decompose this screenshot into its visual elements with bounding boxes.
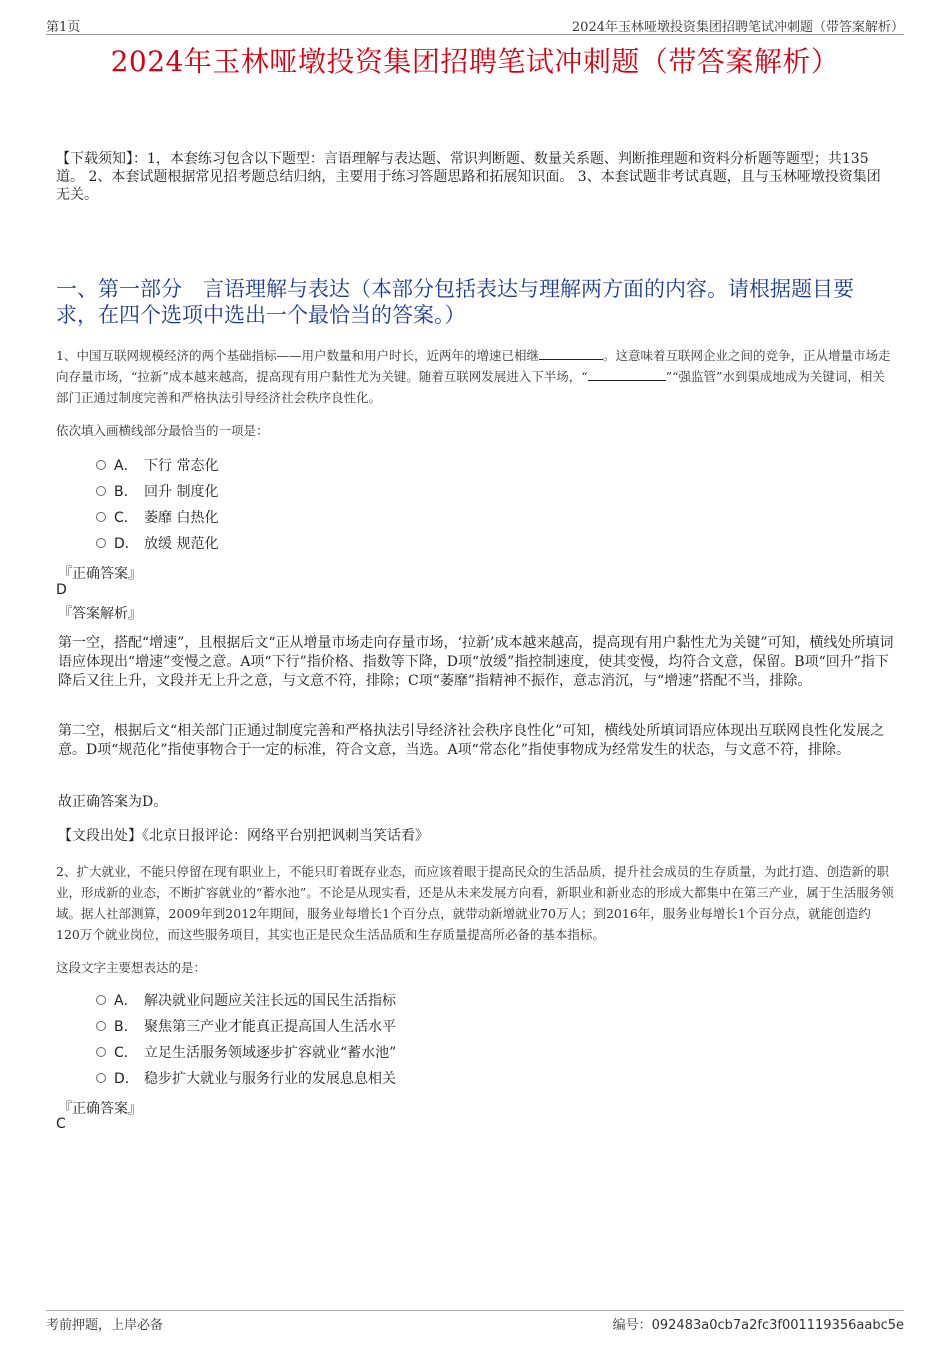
q2-option-a[interactable]: A． 解决就业问题应关注长远的国民生活指标 [96,991,396,1011]
question-1-text: 1、中国互联网规模经济的两个基础指标——用户数量和用户时长，近两年的增速已相继 。这意味着互联网企业之间的竞争，正从增量市场走向存量市场，“拉新”成本越来越高，提高现有用户黏性尤为关键。随着互联网发展进入下半场，“ ”“强监管”水到渠成地成为关键词，相关部门正通过制度完善和严格执法引导经济社会秩序良性化。 [56,348,891,405]
section-heading-1: 一、第一部分 言语理解与表达（本部分包括表达与理解两方面的内容。请根据题目要求，在四个选项中选出一个最恰当的答案。） [56,277,854,327]
q1-source: 【文段出处】《北京日报评论：网络平台别把讽刺当笑话看》 [58,828,429,844]
page-number: 第1页 [46,20,81,35]
q1-analysis-label: 『答案解析』 [58,606,142,622]
q1-option-a[interactable]: A． 下行 常态化 [96,456,218,476]
q1-option-d[interactable]: D． 放缓 规范化 [96,534,218,554]
radio-icon[interactable] [96,460,106,470]
q2-answer: C [56,1116,66,1132]
q1-analysis-paragraph-1: 第一空，搭配“增速”，且根据后文“正从增量市场走向存量市场，‘拉新’成本越来越高，提高现有用户黏性尤为关键”可知，横线处所填词语应体现出“增速”变慢之意。A项“下行”指价格、指数等下降，D项“放缓”指控制速度，使其变慢，均符合文意，保留。B项“回升”指下降后又往上升，文段并无上升之意，与文意不符，排除；C项“萎靡”指精神不振作，意志消沉，与“增速”搭配不当，排除。 [58,635,894,689]
question-2-text: 2、扩大就业，不能只停留在现有职业上，不能只盯着既存业态，而应该着眼于提高民众的生活品质，提升社会成员的生存质量，为此打造、创造新的职业，形成新的业态，不断扩容就业的“蓄水池”。不论是从现实看，还是从未来发展方向看，新职业和新业态的形成大都集中在第三产业，属于生活服务领域。据人社部测算，2009年到2012年期间，服务业每增长1个百分点，就带动新增就业70万人；到2016年，服务业每增长1个百分点，就能创造约120万个就业岗位，而这些服务项目，其实也正是民众生活品质和生存质量提高所必备的基本指标。 [56,864,894,942]
q1-option-c[interactable]: C． 萎靡 白热化 [96,508,218,528]
radio-icon[interactable] [96,995,106,1005]
footer-divider [46,1310,904,1311]
footer-slogan: 考前押题，上岸必备 [46,1318,164,1333]
q2-option-d[interactable]: D． 稳步扩大就业与服务行业的发展息息相关 [96,1069,396,1089]
q2-option-b[interactable]: B． 聚焦第三产业才能真正提高国人生活水平 [96,1017,396,1037]
header-doc-title: 2024年玉林哑墩投资集团招聘笔试冲刺题（带答案解析） [571,20,904,35]
blank-2 [588,368,666,381]
q2-option-c[interactable]: C． 立足生活服务领域逐步扩容就业“蓄水池” [96,1043,396,1063]
document-code: 092483a0cb7a2fc3f001119356aabc5e [651,1318,904,1333]
radio-icon[interactable] [96,538,106,548]
radio-icon[interactable] [96,512,106,522]
page-header [46,14,904,35]
page-title: 2024年玉林哑墩投资集团招聘笔试冲刺题（带答案解析） [110,45,840,78]
radio-icon[interactable] [96,486,106,496]
q1-conclusion: 故正确答案为D。 [58,794,168,810]
question-2-prompt: 这段文字主要想表达的是： [56,960,207,975]
q1-answer-label: 『正确答案』 [58,566,142,582]
q1-analysis-paragraph-2: 第二空，根据后文“相关部门正通过制度完善和严格执法引导经济社会秩序良性化”可知，横线处所填词语应体现出互联网良性化发展之意。D项“规范化”指使事物合于一定的标准，符合文意，当选。A项“常态化”指使事物成为经常发生的状态，与文意不符，排除。 [58,723,885,758]
radio-icon[interactable] [96,1021,106,1031]
question-1-prompt: 依次填入画横线部分最恰当的一项是： [56,423,269,438]
blank-1 [539,347,603,360]
q1-option-b[interactable]: B． 回升 制度化 [96,482,218,502]
download-notice: 【下载须知】：1，本套练习包含以下题型：言语理解与表达题、常识判断题、数量关系题、判断推理题和资料分析题等题型；共135道。 2、本套试题根据常见招考题总结归纳，主要用于练习答题思路和拓展知识面。 3、本套试题非考试真题，且与玉林哑墩投资集团无关。 [56,151,881,203]
q2-answer-label: 『正确答案』 [58,1101,142,1117]
radio-icon[interactable] [96,1047,106,1057]
q1-answer: D [56,582,67,598]
footer-code: 编号：092483a0cb7a2fc3f001119356aabc5e [612,1318,904,1333]
radio-icon[interactable] [96,1073,106,1083]
